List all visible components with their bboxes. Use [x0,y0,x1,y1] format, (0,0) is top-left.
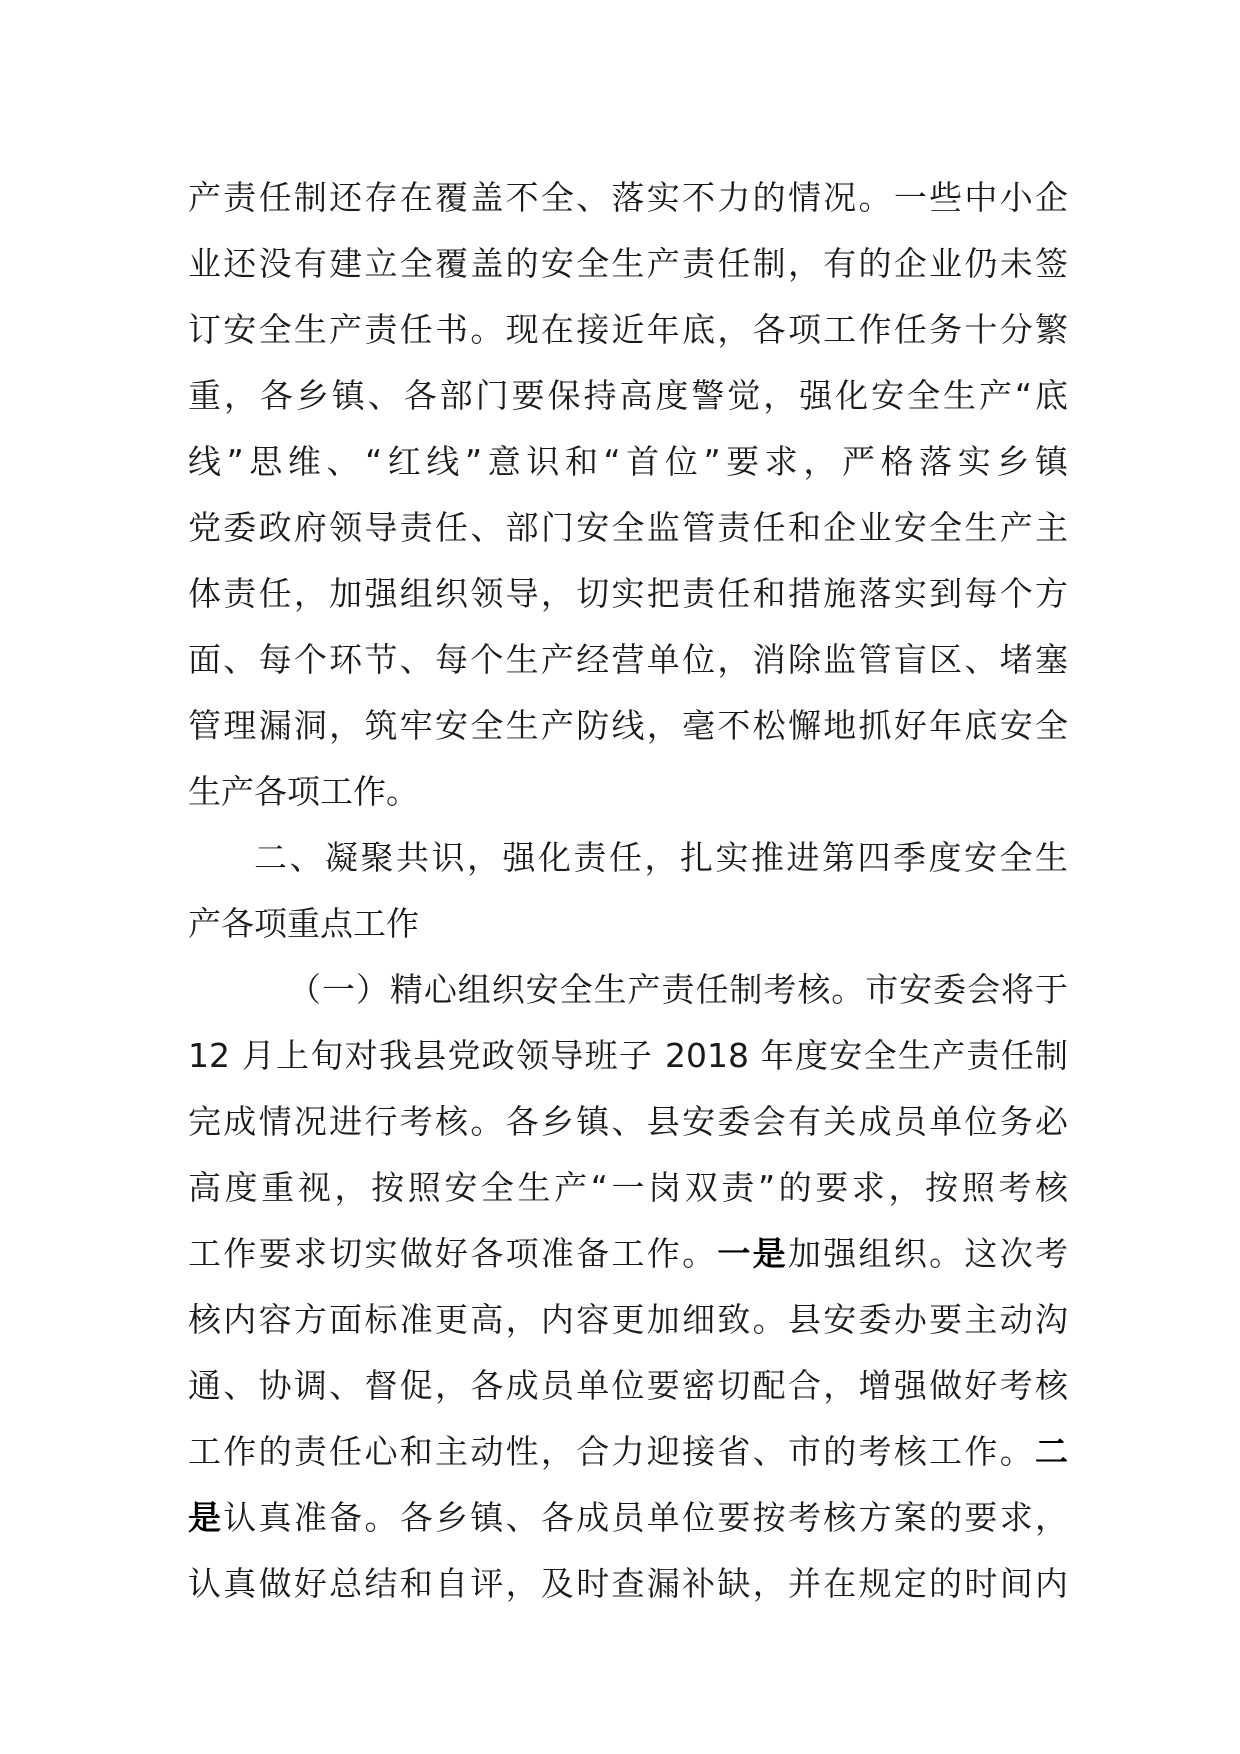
section-heading-line-2: 产各项重点工作 [188,904,419,943]
text-line-16: 高度重视，按照安全生产“一岗双责”的要求，按照考核 [188,1168,1068,1207]
subsection-line-1: （一）精心组织安全生产责任制考核。市安委会将于 [288,970,1068,1009]
text-segment: 工作的责任心和主动性，合力迎接省、市的考核工作。 [188,1432,1035,1471]
text-line-17 [188,1221,1068,1287]
text-segment: 工作要求切实做好各项准备工作。 [188,1234,718,1273]
text-line-10: 生产各项工作。 [188,772,419,811]
text-line-18: 核内容方面标准更高，内容更加细致。县安委办要主动沟 [188,1300,1068,1339]
text-line-9: 管理漏洞，筑牢安全生产防线，毫不松懈地抓好年底安全 [188,706,1068,745]
text-line-1: 产责任制还存在覆盖不全、落实不力的情况。一些中小企 [188,178,1068,217]
text-line-4: 重，各乡镇、各部门要保持高度警觉，强化安全生产“底 [188,376,1068,415]
text-line-8: 面、每个环节、每个生产经营单位，消除监管盲区、堵塞 [188,640,1068,679]
text-line-3: 订安全生产责任书。现在接近年底，各项工作任务十分繁 [188,310,1068,349]
text-line-2: 业还没有建立全覆盖的安全生产责任制，有的企业仍未签 [188,244,1068,283]
bold-marker-second-cont: 是 [188,1498,224,1537]
text-line-7: 体责任，加强组织领导，切实把责任和措施落实到每个方 [188,574,1068,613]
section-heading-line-1: 二、凝聚共识，强化责任，扎实推进第四季度安全生 [254,838,1068,877]
text-line-22: 认真做好总结和自评，及时查漏补缺，并在规定的时间内 [188,1564,1068,1603]
bold-marker-first: 一是 [717,1234,788,1273]
text-segment: 加强组织。这次考 [787,1234,1068,1273]
text-segment: 认真准备。各乡镇、各成员单位要按考核方案的要求， [223,1498,1068,1537]
text-line-21 [188,1485,1068,1551]
text-line-19: 通、协调、督促，各成员单位要密切配合，增强做好考核 [188,1366,1068,1405]
document-body [188,165,1068,1617]
text-line-14: 12 月上旬对我县党政领导班子 2018 年度安全生产责任制 [188,1036,1068,1075]
bold-marker-second: 二 [1035,1432,1068,1471]
text-line-20 [188,1419,1068,1485]
text-line-5: 线”思维、“红线”意识和“首位”要求，严格落实乡镇 [188,442,1068,481]
text-line-6: 党委政府领导责任、部门安全监管责任和企业安全生产主 [188,508,1068,547]
text-line-15: 完成情况进行考核。各乡镇、县安委会有关成员单位务必 [188,1102,1068,1141]
